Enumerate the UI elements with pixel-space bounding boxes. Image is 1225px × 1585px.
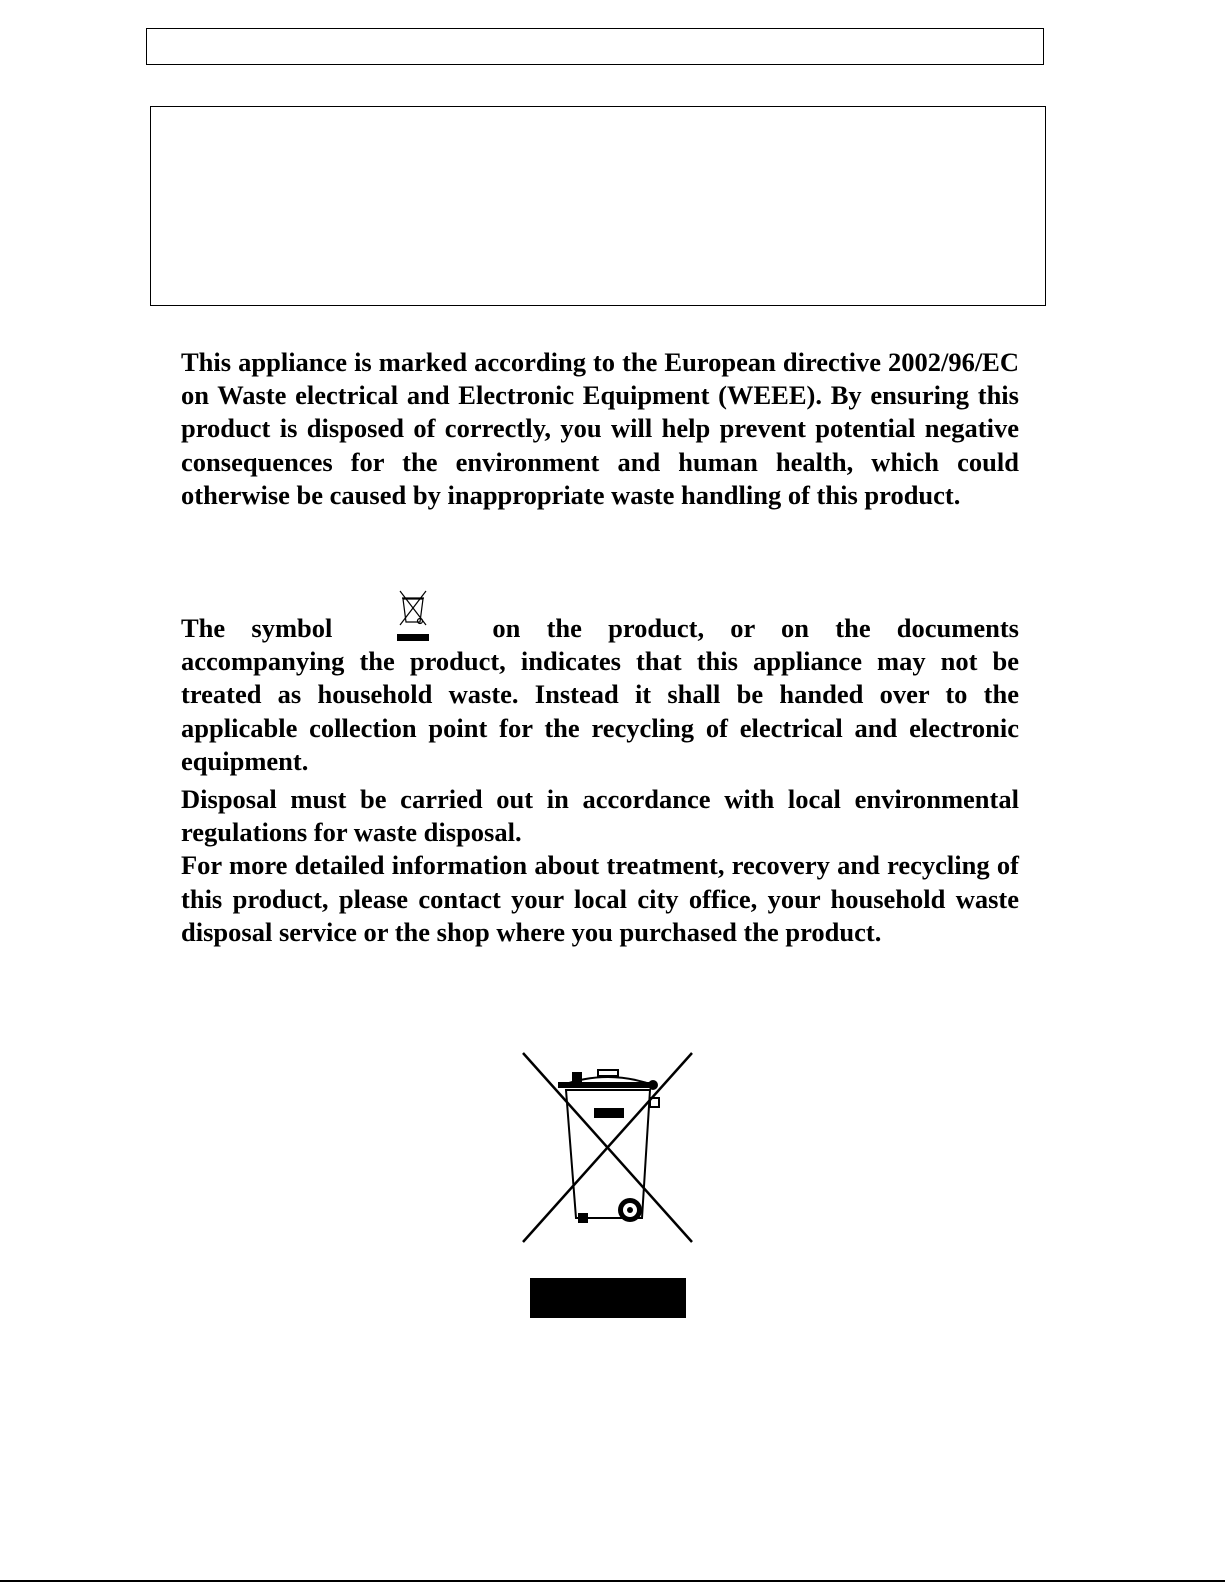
- symbol-meaning-paragraph: [181, 589, 1019, 778]
- page-bottom-rule: [0, 1580, 1225, 1582]
- disposal-info-paragraph: [181, 783, 1019, 949]
- disposal-regulations-text: Disposal must be carried out in accordance with local environmental regulations for waste disposal.: [181, 784, 1019, 848]
- symbol-meaning-text: on the product, or on the documents accompanying the product, indicates that this appliance may not be treated as household waste. Instead it shall be handed over to the applicable collection point for the recycling of electrical and electronic equipment.: [181, 613, 1019, 776]
- weee-directive-paragraph: This appliance is marked according to the European directive 2002/96/EC on Waste electrical and Electronic Equipment (WEEE). By ensuring this product is disposed of correctly, you will help prevent potential negative consequences for the environment and human health, which could otherwise be caused by inappropriate waste handling of this product.: [181, 347, 1019, 510]
- crossed-bin-large-icon: [520, 1050, 695, 1320]
- crossed-bin-small-icon: [394, 589, 432, 643]
- contact-info-text: For more detailed information about treatment, recovery and recycling of this product, please contact your local city office, your household waste disposal service or the shop where you purchased the product.: [181, 850, 1019, 947]
- symbol-intro-text: The symbol: [181, 613, 333, 643]
- top-frame-box: [146, 28, 1044, 65]
- header-frame-box: [150, 106, 1046, 306]
